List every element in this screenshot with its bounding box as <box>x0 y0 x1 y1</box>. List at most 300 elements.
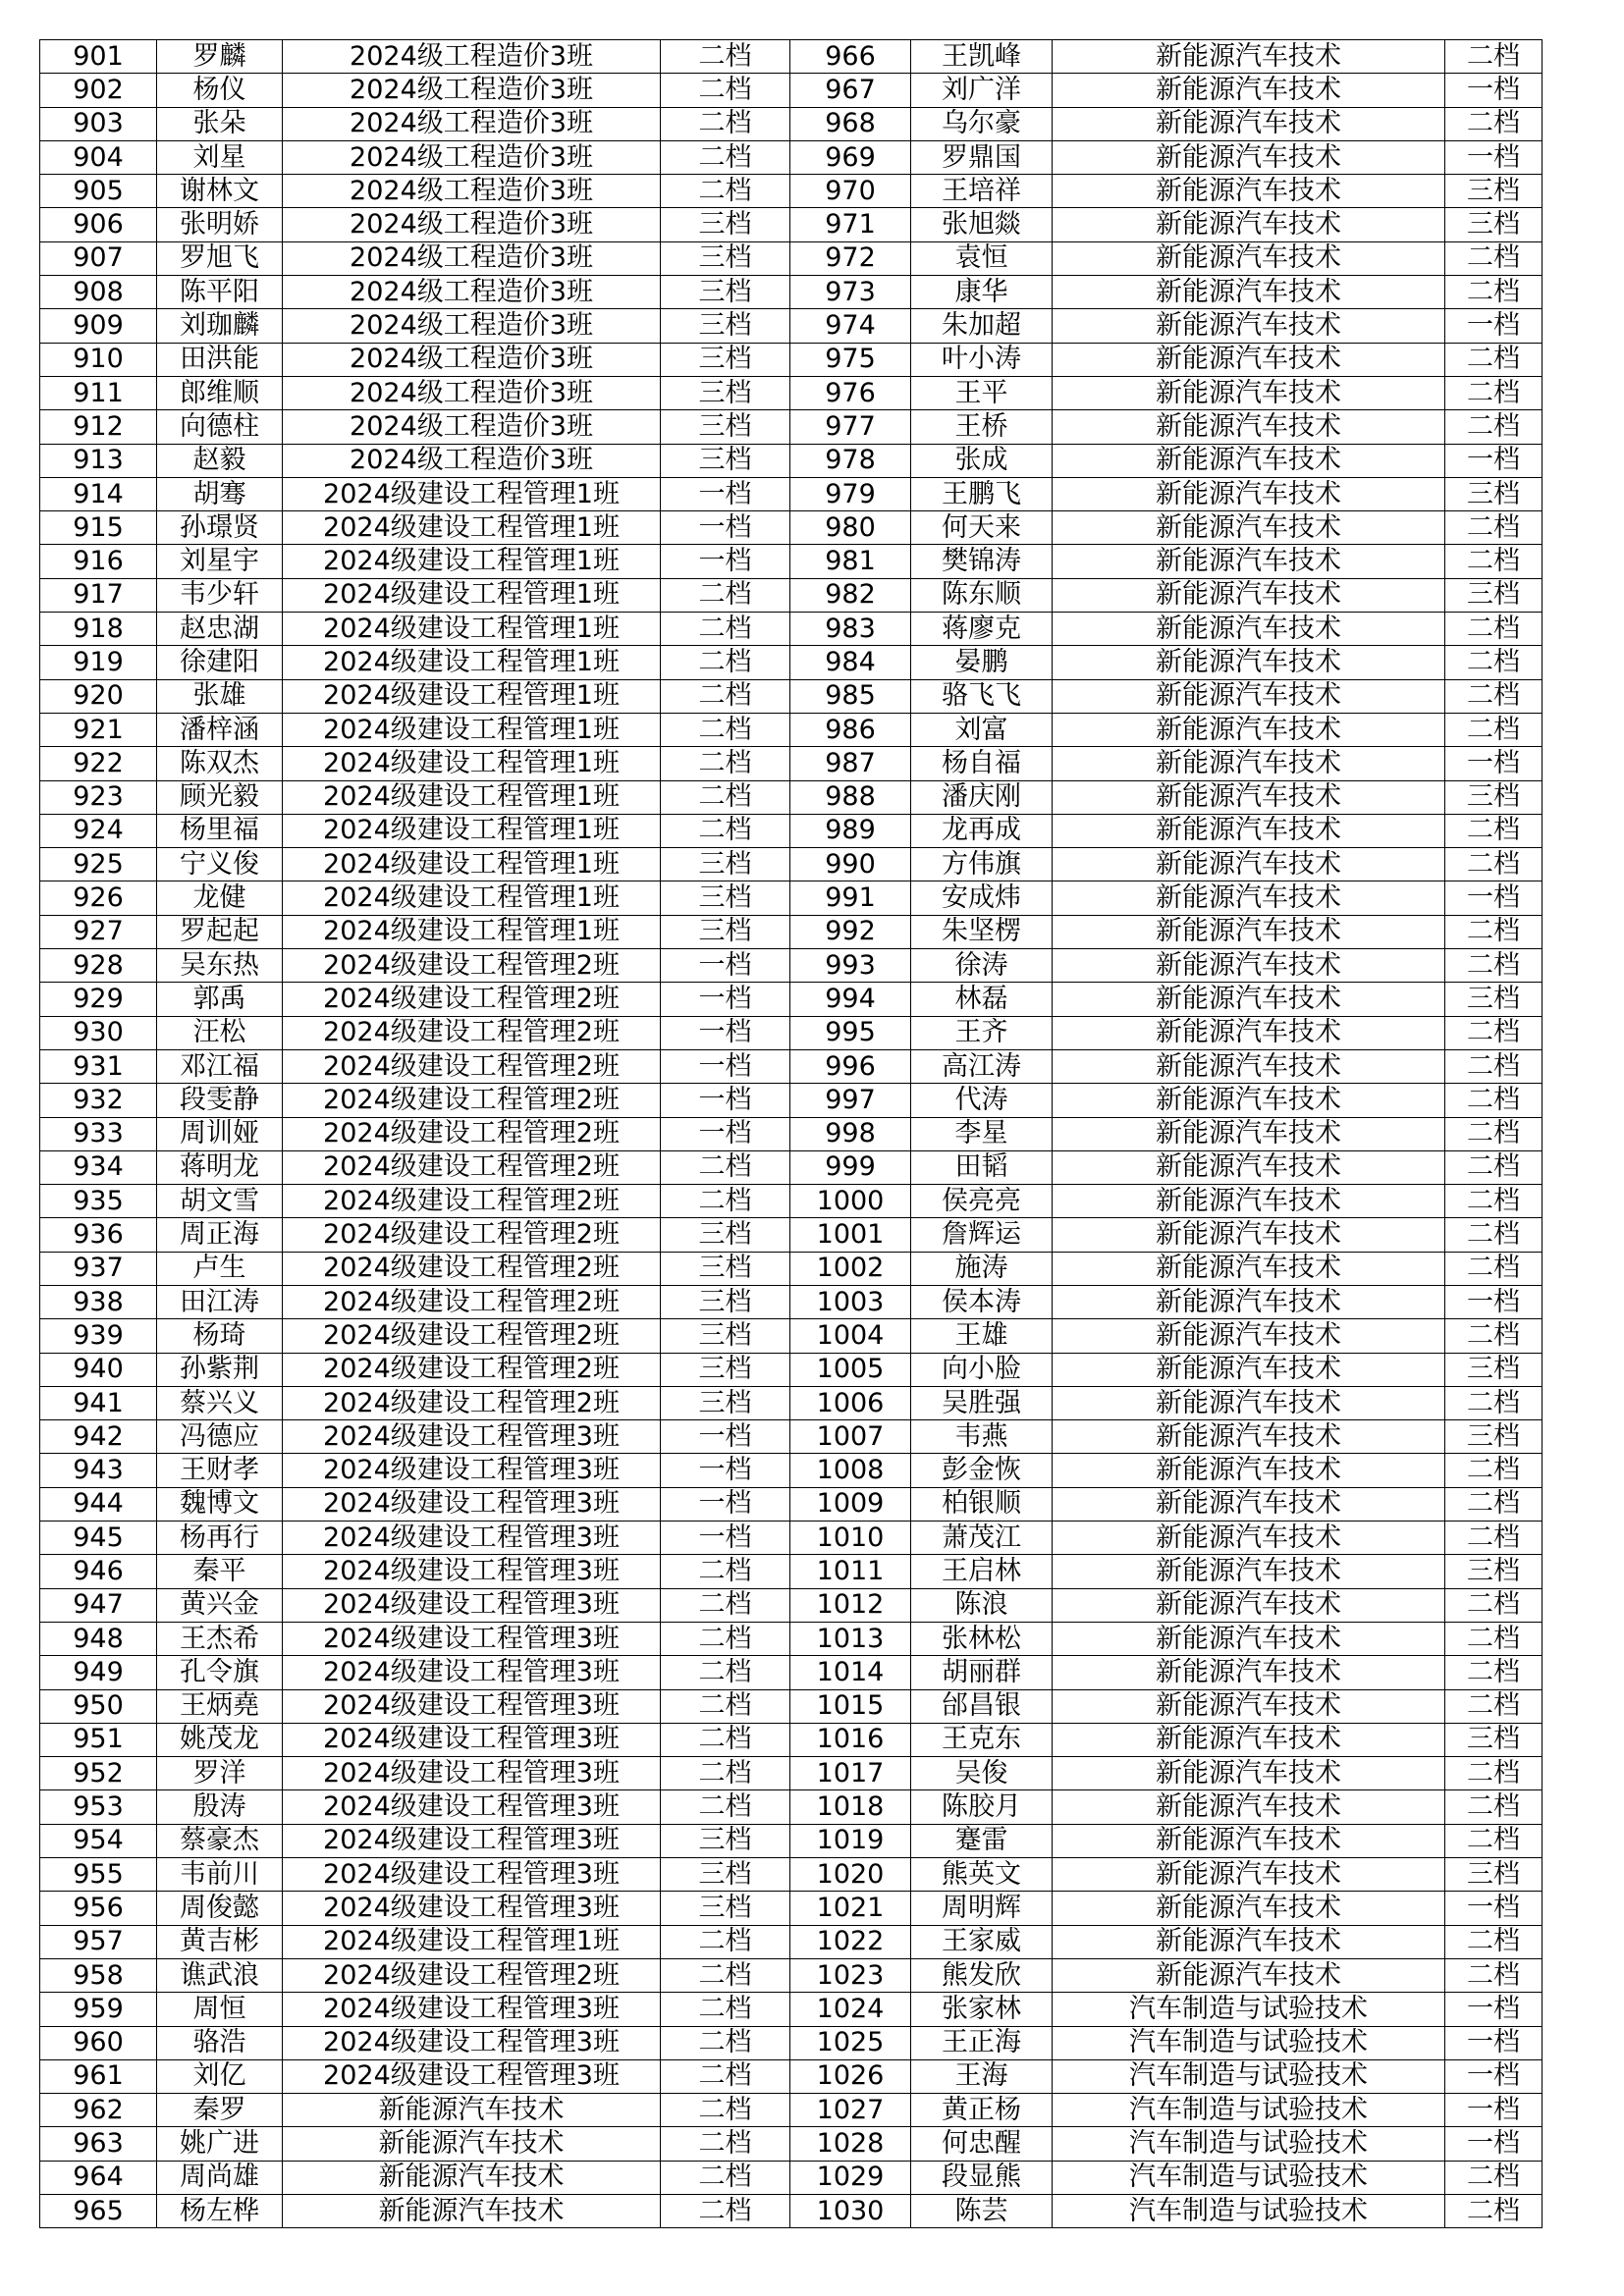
right-cell-name: 萧茂江 <box>911 1522 1053 1555</box>
right-cell-number: 972 <box>790 241 911 275</box>
left-cell-name: 张雄 <box>157 679 283 713</box>
right-cell-grade: 二档 <box>1445 1252 1543 1285</box>
right-cell-number: 994 <box>790 983 911 1016</box>
right-cell-class: 新能源汽车技术 <box>1053 1487 1445 1521</box>
left-cell-grade: 三档 <box>661 1824 790 1857</box>
right-cell-name: 熊英文 <box>911 1858 1053 1892</box>
left-cell-number: 953 <box>40 1790 157 1824</box>
left-cell-name: 赵毅 <box>157 444 283 477</box>
left-cell-grade: 三档 <box>661 1319 790 1353</box>
right-cell-name: 张家林 <box>911 1993 1053 2026</box>
left-cell-number: 906 <box>40 208 157 241</box>
right-cell-grade: 二档 <box>1445 1117 1543 1150</box>
left-cell-grade: 二档 <box>661 578 790 612</box>
table-row <box>40 1858 1543 1892</box>
right-cell-class: 新能源汽车技术 <box>1053 511 1445 545</box>
left-cell-name: 周训娅 <box>157 1117 283 1150</box>
left-cell-class: 2024级工程造价3班 <box>283 140 661 174</box>
left-cell-class: 2024级建设工程管理1班 <box>283 780 661 814</box>
right-cell-name: 朱坚楞 <box>911 915 1053 948</box>
left-cell-class: 2024级建设工程管理2班 <box>283 1386 661 1419</box>
left-cell-grade: 三档 <box>661 343 790 376</box>
left-cell-grade: 二档 <box>661 74 790 107</box>
left-cell-number: 956 <box>40 1892 157 1925</box>
left-cell-name: 刘星宇 <box>157 545 283 578</box>
table-row <box>40 107 1543 140</box>
left-cell-class: 2024级建设工程管理3班 <box>283 1622 661 1655</box>
table-row <box>40 1757 1543 1790</box>
right-cell-grade: 二档 <box>1445 713 1543 746</box>
right-cell-grade: 三档 <box>1445 578 1543 612</box>
left-cell-grade: 三档 <box>661 1252 790 1285</box>
left-cell-grade: 三档 <box>661 1285 790 1318</box>
right-cell-number: 995 <box>790 1016 911 1049</box>
left-cell-name: 黄吉彬 <box>157 1925 283 1958</box>
table-row <box>40 1993 1543 2026</box>
left-cell-number: 961 <box>40 2059 157 2093</box>
right-cell-name: 韦燕 <box>911 1420 1053 1454</box>
left-cell-name: 王杰希 <box>157 1622 283 1655</box>
right-cell-name: 晏鹏 <box>911 646 1053 679</box>
right-cell-name: 方伟旗 <box>911 848 1053 881</box>
right-cell-grade: 二档 <box>1445 1185 1543 1218</box>
table-row <box>40 679 1543 713</box>
left-cell-class: 2024级工程造价3班 <box>283 410 661 444</box>
left-cell-grade: 二档 <box>661 1723 790 1756</box>
right-cell-grade: 一档 <box>1445 309 1543 343</box>
left-cell-number: 965 <box>40 2195 157 2228</box>
left-cell-number: 910 <box>40 343 157 376</box>
table-row <box>40 2195 1543 2228</box>
right-cell-grade: 二档 <box>1445 2161 1543 2194</box>
left-cell-class: 2024级建设工程管理1班 <box>283 477 661 510</box>
left-cell-grade: 一档 <box>661 1117 790 1150</box>
right-cell-number: 991 <box>790 881 911 915</box>
right-cell-grade: 一档 <box>1445 2127 1543 2161</box>
right-cell-name: 蹇雷 <box>911 1824 1053 1857</box>
right-cell-name: 徐涛 <box>911 949 1053 983</box>
left-cell-name: 胡文雪 <box>157 1185 283 1218</box>
right-cell-grade: 三档 <box>1445 175 1543 208</box>
right-cell-number: 971 <box>790 208 911 241</box>
left-cell-class: 2024级建设工程管理2班 <box>283 1084 661 1117</box>
left-cell-class: 2024级建设工程管理3班 <box>283 1454 661 1487</box>
right-cell-class: 新能源汽车技术 <box>1053 713 1445 746</box>
left-cell-name: 汪松 <box>157 1016 283 1049</box>
right-cell-grade: 二档 <box>1445 1454 1543 1487</box>
right-cell-number: 1017 <box>790 1757 911 1790</box>
left-cell-name: 姚广进 <box>157 2127 283 2161</box>
right-cell-class: 新能源汽车技术 <box>1053 1150 1445 1184</box>
table-row <box>40 477 1543 510</box>
left-cell-class: 新能源汽车技术 <box>283 2195 661 2228</box>
right-cell-class: 汽车制造与试验技术 <box>1053 2161 1445 2194</box>
left-cell-name: 蔡豪杰 <box>157 1824 283 1857</box>
left-cell-class: 2024级工程造价3班 <box>283 376 661 409</box>
right-cell-number: 983 <box>790 613 911 646</box>
right-cell-name: 田韬 <box>911 1150 1053 1184</box>
right-cell-number: 996 <box>790 1049 911 1083</box>
table-row <box>40 444 1543 477</box>
right-cell-grade: 三档 <box>1445 1353 1543 1386</box>
right-cell-class: 新能源汽车技术 <box>1053 679 1445 713</box>
right-cell-grade: 二档 <box>1445 40 1543 74</box>
left-cell-grade: 二档 <box>661 1555 790 1588</box>
left-cell-name: 郭禹 <box>157 983 283 1016</box>
right-cell-name: 安成炜 <box>911 881 1053 915</box>
left-cell-number: 947 <box>40 1588 157 1622</box>
right-cell-class: 新能源汽车技术 <box>1053 309 1445 343</box>
right-cell-grade: 二档 <box>1445 241 1543 275</box>
right-cell-grade: 三档 <box>1445 983 1543 1016</box>
right-cell-class: 新能源汽车技术 <box>1053 613 1445 646</box>
left-cell-class: 2024级建设工程管理2班 <box>283 1150 661 1184</box>
right-cell-number: 979 <box>790 477 911 510</box>
left-cell-class: 2024级建设工程管理1班 <box>283 814 661 847</box>
left-cell-grade: 一档 <box>661 511 790 545</box>
right-cell-grade: 二档 <box>1445 1588 1543 1622</box>
right-cell-name: 朱加超 <box>911 309 1053 343</box>
table-row <box>40 545 1543 578</box>
left-cell-grade: 一档 <box>661 477 790 510</box>
right-cell-grade: 二档 <box>1445 276 1543 309</box>
right-cell-name: 樊锦涛 <box>911 545 1053 578</box>
left-cell-number: 913 <box>40 444 157 477</box>
table-row <box>40 1150 1543 1184</box>
left-cell-grade: 三档 <box>661 410 790 444</box>
right-cell-class: 新能源汽车技术 <box>1053 276 1445 309</box>
left-cell-grade: 三档 <box>661 276 790 309</box>
right-cell-class: 汽车制造与试验技术 <box>1053 2094 1445 2127</box>
left-cell-grade: 三档 <box>661 1858 790 1892</box>
table-row <box>40 208 1543 241</box>
right-cell-class: 新能源汽车技术 <box>1053 1958 1445 1992</box>
table-row <box>40 1285 1543 1318</box>
left-cell-grade: 一档 <box>661 1522 790 1555</box>
left-cell-number: 927 <box>40 915 157 948</box>
right-cell-number: 978 <box>790 444 911 477</box>
left-cell-name: 周正海 <box>157 1218 283 1252</box>
table-row <box>40 814 1543 847</box>
right-cell-number: 1013 <box>790 1622 911 1655</box>
right-cell-name: 叶小涛 <box>911 343 1053 376</box>
left-cell-number: 922 <box>40 747 157 780</box>
right-cell-grade: 二档 <box>1445 545 1543 578</box>
left-cell-number: 931 <box>40 1049 157 1083</box>
right-cell-number: 984 <box>790 646 911 679</box>
roster-table <box>39 39 1543 2228</box>
right-cell-name: 蒋廖克 <box>911 613 1053 646</box>
left-cell-grade: 二档 <box>661 713 790 746</box>
right-cell-number: 1004 <box>790 1319 911 1353</box>
right-cell-name: 李星 <box>911 1117 1053 1150</box>
left-cell-grade: 二档 <box>661 1656 790 1689</box>
right-cell-name: 胡丽群 <box>911 1656 1053 1689</box>
right-cell-name: 陈芸 <box>911 2195 1053 2228</box>
left-cell-number: 955 <box>40 1858 157 1892</box>
right-cell-class: 新能源汽车技术 <box>1053 1117 1445 1150</box>
right-cell-name: 詹辉运 <box>911 1218 1053 1252</box>
right-cell-name: 康华 <box>911 276 1053 309</box>
left-cell-grade: 二档 <box>661 107 790 140</box>
right-cell-grade: 三档 <box>1445 1858 1543 1892</box>
right-cell-class: 新能源汽车技术 <box>1053 949 1445 983</box>
table-row <box>40 410 1543 444</box>
right-cell-class: 新能源汽车技术 <box>1053 1555 1445 1588</box>
left-cell-name: 郎维顺 <box>157 376 283 409</box>
table-row <box>40 1185 1543 1218</box>
left-cell-number: 918 <box>40 613 157 646</box>
right-cell-grade: 一档 <box>1445 747 1543 780</box>
left-cell-number: 963 <box>40 2127 157 2161</box>
left-cell-class: 2024级工程造价3班 <box>283 74 661 107</box>
right-cell-name: 吴俊 <box>911 1757 1053 1790</box>
left-cell-class: 2024级建设工程管理2班 <box>283 1319 661 1353</box>
table-row <box>40 1117 1543 1150</box>
left-cell-grade: 二档 <box>661 613 790 646</box>
left-cell-grade: 三档 <box>661 915 790 948</box>
left-cell-grade: 三档 <box>661 848 790 881</box>
left-cell-name: 宁义俊 <box>157 848 283 881</box>
right-cell-number: 990 <box>790 848 911 881</box>
table-row <box>40 511 1543 545</box>
left-cell-grade: 三档 <box>661 309 790 343</box>
right-cell-grade: 三档 <box>1445 1723 1543 1756</box>
right-cell-class: 新能源汽车技术 <box>1053 1285 1445 1318</box>
table-row <box>40 343 1543 376</box>
left-cell-number: 958 <box>40 1958 157 1992</box>
left-cell-class: 2024级工程造价3班 <box>283 343 661 376</box>
table-row <box>40 2161 1543 2194</box>
right-cell-grade: 二档 <box>1445 1049 1543 1083</box>
left-cell-number: 925 <box>40 848 157 881</box>
table-row <box>40 140 1543 174</box>
right-cell-class: 新能源汽车技术 <box>1053 1084 1445 1117</box>
right-cell-name: 张旭燚 <box>911 208 1053 241</box>
right-cell-class: 新能源汽车技术 <box>1053 848 1445 881</box>
table-row <box>40 276 1543 309</box>
left-cell-number: 938 <box>40 1285 157 1318</box>
right-cell-number: 1019 <box>790 1824 911 1857</box>
right-cell-name: 刘富 <box>911 713 1053 746</box>
right-cell-number: 981 <box>790 545 911 578</box>
left-cell-number: 954 <box>40 1824 157 1857</box>
left-cell-class: 2024级建设工程管理1班 <box>283 646 661 679</box>
left-cell-number: 914 <box>40 477 157 510</box>
right-cell-grade: 二档 <box>1445 1958 1543 1992</box>
right-cell-class: 新能源汽车技术 <box>1053 915 1445 948</box>
left-cell-number: 950 <box>40 1689 157 1723</box>
right-cell-class: 新能源汽车技术 <box>1053 1858 1445 1892</box>
left-cell-class: 2024级建设工程管理2班 <box>283 983 661 1016</box>
right-cell-number: 1028 <box>790 2127 911 2161</box>
right-cell-name: 王平 <box>911 376 1053 409</box>
right-cell-name: 王海 <box>911 2059 1053 2093</box>
left-cell-grade: 一档 <box>661 1487 790 1521</box>
left-cell-number: 928 <box>40 949 157 983</box>
left-cell-grade: 二档 <box>661 1993 790 2026</box>
right-cell-number: 985 <box>790 679 911 713</box>
right-cell-grade: 二档 <box>1445 343 1543 376</box>
left-cell-number: 912 <box>40 410 157 444</box>
left-cell-name: 吴东热 <box>157 949 283 983</box>
table-row <box>40 1487 1543 1521</box>
table-row <box>40 646 1543 679</box>
left-cell-number: 945 <box>40 1522 157 1555</box>
left-cell-class: 2024级建设工程管理3班 <box>283 1487 661 1521</box>
right-cell-class: 新能源汽车技术 <box>1053 376 1445 409</box>
right-cell-number: 997 <box>790 1084 911 1117</box>
left-cell-name: 蒋明龙 <box>157 1150 283 1184</box>
left-cell-name: 王财孝 <box>157 1454 283 1487</box>
left-cell-grade: 二档 <box>661 1185 790 1218</box>
right-cell-class: 新能源汽车技术 <box>1053 444 1445 477</box>
table-row <box>40 1522 1543 1555</box>
left-cell-class: 2024级建设工程管理3班 <box>283 1588 661 1622</box>
right-cell-class: 新能源汽车技术 <box>1053 1925 1445 1958</box>
left-cell-class: 2024级建设工程管理1班 <box>283 545 661 578</box>
left-cell-grade: 二档 <box>661 747 790 780</box>
left-cell-name: 邓江福 <box>157 1049 283 1083</box>
left-cell-grade: 二档 <box>661 1150 790 1184</box>
left-cell-name: 黄兴金 <box>157 1588 283 1622</box>
table-row <box>40 1588 1543 1622</box>
right-cell-grade: 二档 <box>1445 1084 1543 1117</box>
right-cell-grade: 二档 <box>1445 1319 1543 1353</box>
left-cell-name: 秦罗 <box>157 2094 283 2127</box>
left-cell-grade: 二档 <box>661 2094 790 2127</box>
right-cell-number: 1014 <box>790 1656 911 1689</box>
right-cell-name: 张林松 <box>911 1622 1053 1655</box>
right-cell-class: 新能源汽车技术 <box>1053 208 1445 241</box>
left-cell-number: 934 <box>40 1150 157 1184</box>
right-cell-grade: 二档 <box>1445 376 1543 409</box>
right-cell-name: 王凯峰 <box>911 40 1053 74</box>
right-cell-name: 柏银顺 <box>911 1487 1053 1521</box>
right-cell-class: 新能源汽车技术 <box>1053 1522 1445 1555</box>
right-cell-class: 新能源汽车技术 <box>1053 545 1445 578</box>
left-cell-number: 911 <box>40 376 157 409</box>
right-cell-number: 1026 <box>790 2059 911 2093</box>
left-cell-name: 段雯静 <box>157 1084 283 1117</box>
right-cell-number: 1006 <box>790 1386 911 1419</box>
right-cell-number: 1011 <box>790 1555 911 1588</box>
right-cell-name: 王培祥 <box>911 175 1053 208</box>
right-cell-number: 976 <box>790 376 911 409</box>
right-cell-grade: 二档 <box>1445 1689 1543 1723</box>
right-cell-grade: 二档 <box>1445 107 1543 140</box>
left-cell-grade: 二档 <box>661 140 790 174</box>
right-cell-grade: 三档 <box>1445 1555 1543 1588</box>
right-cell-grade: 二档 <box>1445 1757 1543 1790</box>
left-cell-class: 2024级建设工程管理3班 <box>283 1993 661 2026</box>
right-cell-name: 熊发欣 <box>911 1958 1053 1992</box>
left-cell-class: 2024级工程造价3班 <box>283 309 661 343</box>
left-cell-name: 周俊懿 <box>157 1892 283 1925</box>
right-cell-grade: 二档 <box>1445 613 1543 646</box>
left-cell-number: 916 <box>40 545 157 578</box>
left-cell-number: 903 <box>40 107 157 140</box>
right-cell-class: 新能源汽车技术 <box>1053 1049 1445 1083</box>
left-cell-number: 901 <box>40 40 157 74</box>
right-cell-class: 新能源汽车技术 <box>1053 1723 1445 1756</box>
left-cell-number: 944 <box>40 1487 157 1521</box>
right-cell-grade: 三档 <box>1445 208 1543 241</box>
right-cell-class: 新能源汽车技术 <box>1053 1757 1445 1790</box>
table-row <box>40 1723 1543 1756</box>
left-cell-name: 龙健 <box>157 881 283 915</box>
left-cell-grade: 二档 <box>661 1958 790 1992</box>
right-cell-name: 吴胜强 <box>911 1386 1053 1419</box>
left-cell-number: 905 <box>40 175 157 208</box>
left-cell-class: 2024级建设工程管理2班 <box>283 1016 661 1049</box>
right-cell-number: 1015 <box>790 1689 911 1723</box>
left-cell-class: 2024级建设工程管理1班 <box>283 1925 661 1958</box>
right-cell-grade: 一档 <box>1445 1993 1543 2026</box>
left-cell-number: 929 <box>40 983 157 1016</box>
left-cell-number: 960 <box>40 2026 157 2059</box>
right-cell-class: 新能源汽车技术 <box>1053 1252 1445 1285</box>
left-cell-class: 2024级工程造价3班 <box>283 208 661 241</box>
left-cell-grade: 一档 <box>661 1084 790 1117</box>
right-cell-number: 969 <box>790 140 911 174</box>
left-cell-name: 徐建阳 <box>157 646 283 679</box>
right-cell-class: 新能源汽车技术 <box>1053 1892 1445 1925</box>
right-cell-name: 彭金恢 <box>911 1454 1053 1487</box>
right-cell-number: 974 <box>790 309 911 343</box>
left-cell-grade: 二档 <box>661 1622 790 1655</box>
left-cell-class: 新能源汽车技术 <box>283 2127 661 2161</box>
table-row <box>40 1049 1543 1083</box>
left-cell-class: 2024级建设工程管理3班 <box>283 1824 661 1857</box>
right-cell-name: 潘庆刚 <box>911 780 1053 814</box>
table-row <box>40 2094 1543 2127</box>
left-cell-class: 2024级建设工程管理3班 <box>283 1790 661 1824</box>
left-cell-class: 2024级建设工程管理1班 <box>283 848 661 881</box>
left-cell-name: 罗起起 <box>157 915 283 948</box>
table-row <box>40 2127 1543 2161</box>
left-cell-class: 2024级建设工程管理1班 <box>283 881 661 915</box>
right-cell-class: 汽车制造与试验技术 <box>1053 2059 1445 2093</box>
left-cell-grade: 二档 <box>661 2059 790 2093</box>
table-row <box>40 1420 1543 1454</box>
table-row <box>40 376 1543 409</box>
right-cell-name: 王齐 <box>911 1016 1053 1049</box>
right-cell-number: 980 <box>790 511 911 545</box>
left-cell-grade: 一档 <box>661 1049 790 1083</box>
left-cell-number: 957 <box>40 1925 157 1958</box>
right-cell-class: 新能源汽车技术 <box>1053 1656 1445 1689</box>
left-cell-number: 926 <box>40 881 157 915</box>
right-cell-number: 982 <box>790 578 911 612</box>
right-cell-class: 新能源汽车技术 <box>1053 983 1445 1016</box>
right-cell-grade: 二档 <box>1445 1218 1543 1252</box>
left-cell-grade: 一档 <box>661 949 790 983</box>
left-cell-name: 骆浩 <box>157 2026 283 2059</box>
right-cell-name: 张成 <box>911 444 1053 477</box>
right-cell-number: 1012 <box>790 1588 911 1622</box>
table-row <box>40 578 1543 612</box>
right-cell-number: 966 <box>790 40 911 74</box>
left-cell-name: 罗旭飞 <box>157 241 283 275</box>
table-row <box>40 1622 1543 1655</box>
right-cell-class: 新能源汽车技术 <box>1053 1420 1445 1454</box>
right-cell-number: 992 <box>790 915 911 948</box>
right-cell-grade: 二档 <box>1445 679 1543 713</box>
left-cell-number: 908 <box>40 276 157 309</box>
left-cell-class: 2024级建设工程管理1班 <box>283 679 661 713</box>
right-cell-grade: 二档 <box>1445 915 1543 948</box>
